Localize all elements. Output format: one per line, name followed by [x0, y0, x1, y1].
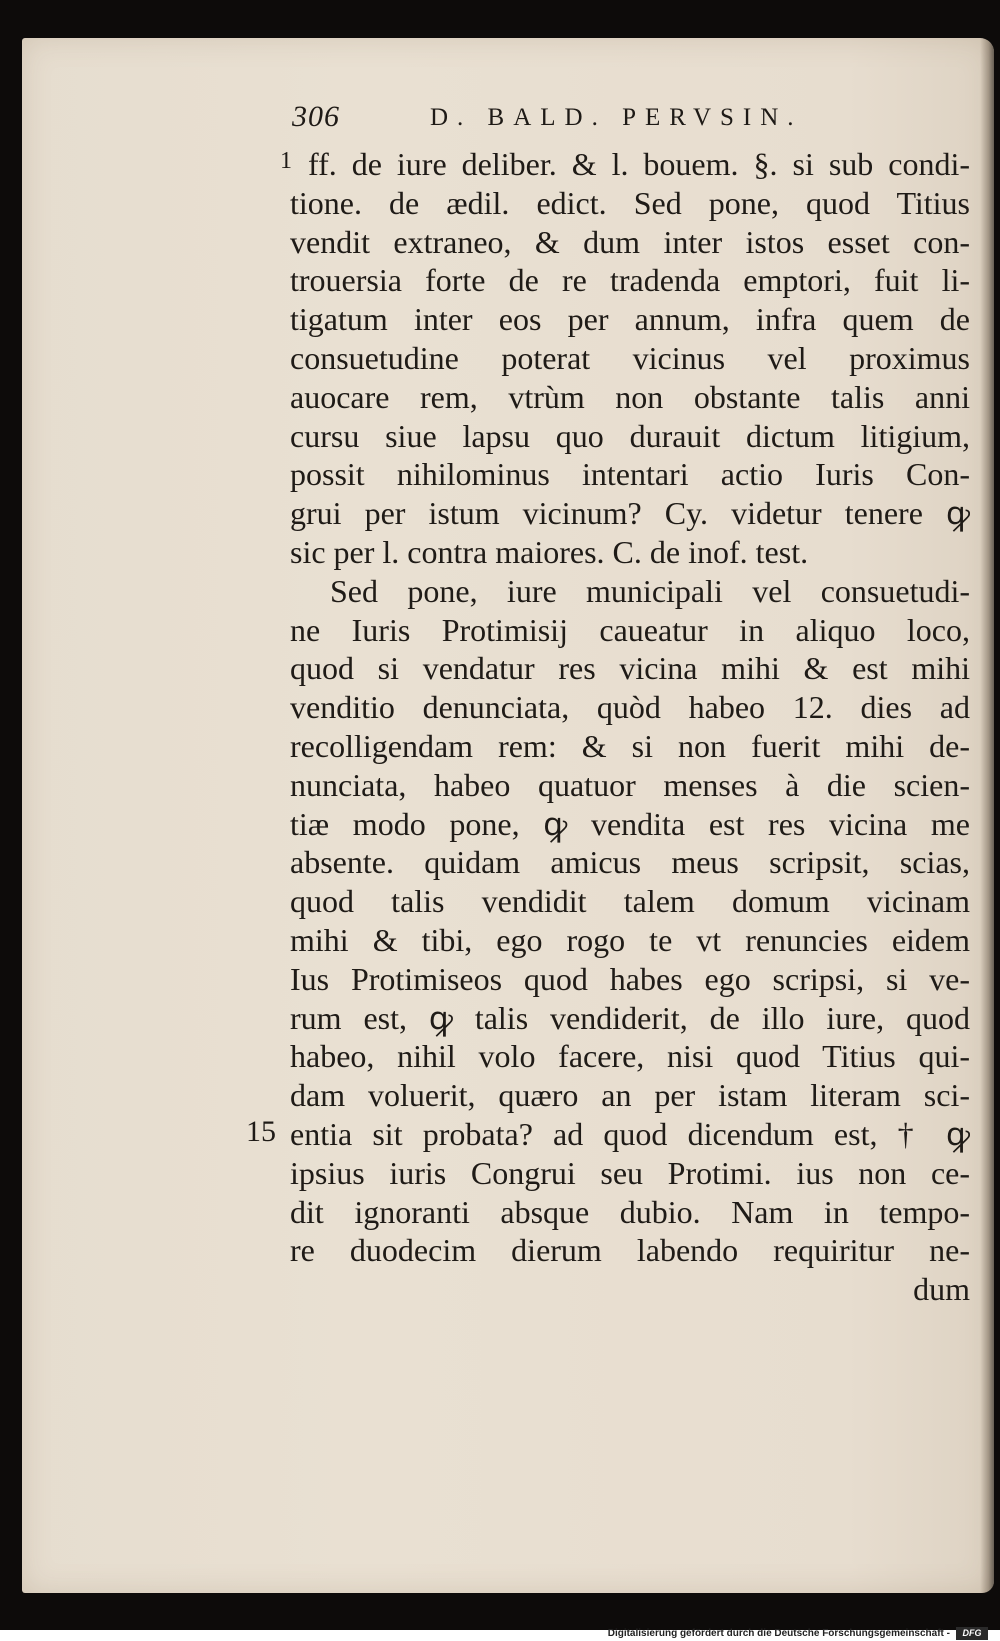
text-line: recolligendam rem: & si non fuerit mihi de- — [290, 727, 970, 764]
text-line: possit nihilominus intentari actio Iuris Con- — [290, 456, 970, 493]
text-line: Sed pone, iure municipali vel consuetudi- — [330, 572, 970, 609]
text-line: grui per istum vicinum? Cy. videtur tenere ꝙ — [290, 495, 970, 532]
text-line: ne Iuris Protimisij caueatur in aliquo loco, — [290, 611, 970, 648]
text-line: mihi & tibi, ego rogo te vt renuncies eidem — [290, 921, 970, 958]
body-text — [290, 145, 990, 1309]
catchword: dum — [913, 1271, 970, 1308]
text-line: cursu siue lapsu quo durauit dictum litigium, — [290, 417, 970, 454]
digitization-footer — [0, 1630, 1000, 1641]
margin-marker-15: 15 — [246, 1115, 276, 1148]
text-line: quod si vendatur res vicina mihi & est mihi — [290, 650, 970, 687]
text-line: trouersia forte de re tradenda emptori, fuit li- — [290, 262, 970, 299]
text-line: ff. de iure deliber. & l. bouem. §. si sub condi- — [308, 146, 970, 182]
dfg-logo-icon: DFG — [956, 1627, 988, 1640]
text-line: ipsius iuris Congrui seu Protimi. ius non ce- — [290, 1154, 970, 1191]
text-line: entia sit probata? ad quod dicendum est, † ꝙ — [290, 1115, 970, 1152]
text-line: tigatum inter eos per annum, infra quem de — [290, 301, 970, 338]
page-header — [292, 100, 852, 140]
text-line: absente. quidam amicus meus scripsit, scias, — [290, 844, 970, 881]
text-line: dit ignoranti absque dubio. Nam in tempo- — [290, 1193, 970, 1230]
text-line: habeo, nihil volo facere, nisi quod Titius qui- — [290, 1038, 970, 1075]
margin-marker-1: 1 — [280, 148, 292, 174]
text-line: vendit extraneo, & dum inter istos esset con- — [290, 223, 970, 260]
text-line: tiæ modo pone, ꝙ vendita est res vicina me — [290, 805, 970, 842]
text-line: venditio denunciata, quòd habeo 12. dies ad — [290, 689, 970, 726]
text-line: nunciata, habeo quatuor menses à die scien- — [290, 766, 970, 803]
text-line: re duodecim dierum labendo requiritur ne- — [290, 1232, 970, 1269]
text-line: auocare rem, vtrùm non obstante talis anni — [290, 378, 970, 415]
text-line: dam voluerit, quæro an per istam literam sci- — [290, 1077, 970, 1114]
text-line: tione. de ædil. edict. Sed pone, quod Titius — [290, 184, 970, 221]
running-head: D. BALD. PERVSIN. — [430, 104, 803, 131]
funding-credit: Digitalisierung gefördert durch die Deutsche Forschungsgemeinschaft - — [607, 1628, 950, 1639]
page-number: 306 — [292, 100, 340, 133]
text-line: sic per l. contra maiores. C. de inof. test. — [290, 533, 809, 570]
text-line: consuetudine poterat vicinus vel proximus — [290, 339, 970, 376]
text-line: rum est, ꝙ talis vendiderit, de illo iure, quod — [290, 999, 970, 1036]
text-line: Ius Protimiseos quod habes ego scripsi, si ve- — [290, 960, 970, 997]
text-line: quod talis vendidit talem domum vicinam — [290, 883, 970, 920]
